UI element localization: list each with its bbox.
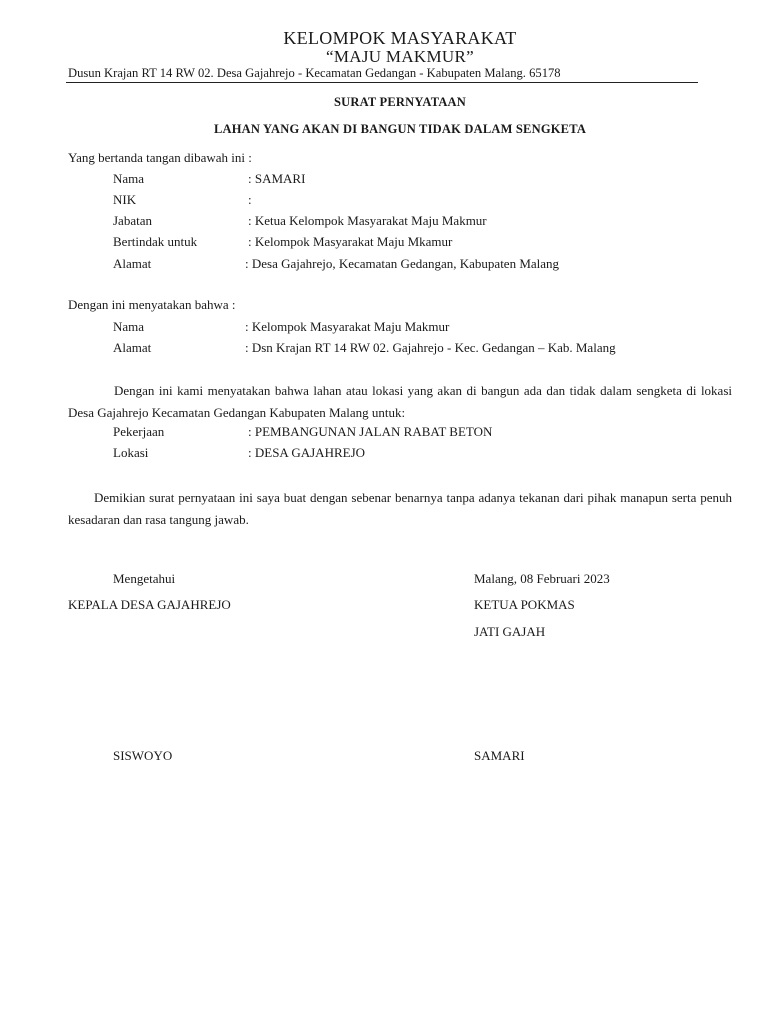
- location-label: Lokasi: [113, 445, 149, 460]
- header-divider: [66, 82, 698, 83]
- signer-acting-label: Bertindak untuk: [113, 234, 198, 249]
- declare-name-label: Nama: [113, 319, 145, 334]
- signer-intro: Yang bertanda tangan dibawah ini :: [68, 150, 252, 165]
- left-position: KEPALA DESA GAJAHREJO: [68, 597, 231, 612]
- signer-position-value: : Ketua Kelompok Masyarakat Maju Makmur: [248, 213, 487, 228]
- statement-paragraph: [68, 380, 732, 423]
- declare-address-value: : Dsn Krajan RT 14 RW 02. Gajahrejo - Kec. Gedangan – Kab. Malang: [245, 340, 616, 355]
- signer-position-label: Jabatan: [113, 213, 152, 228]
- org-name: KELOMPOK MASYARAKAT: [283, 28, 517, 48]
- declare-name-value: : Kelompok Masyarakat Maju Makmur: [245, 319, 450, 334]
- left-signer-name: SISWOYO: [113, 748, 173, 763]
- statement-text: Dengan ini kami menyatakan bahwa lahan atau lokasi yang akan di bangun ada dan tidak dalam sengketa di lokasi Desa Gajahrejo Kecamatan Gedangan Kabupaten Malang untuk:: [68, 383, 732, 420]
- signer-nik-label: NIK: [113, 192, 137, 207]
- place-date: Malang, 08 Februari 2023: [474, 571, 610, 586]
- work-value: : PEMBANGUNAN JALAN RABAT BETON: [248, 424, 493, 439]
- closing-paragraph: [68, 487, 732, 530]
- signer-acting-value: : Kelompok Masyarakat Maju Mkamur: [248, 234, 453, 249]
- document-subtitle: LAHAN YANG AKAN DI BANGUN TIDAK DALAM SENGKETA: [213, 122, 587, 136]
- right-position: KETUA POKMAS: [474, 597, 575, 612]
- signer-name-label: Nama: [113, 171, 145, 186]
- org-subtitle: “MAJU MAKMUR”: [326, 47, 474, 66]
- work-label: Pekerjaan: [113, 424, 165, 439]
- right-group: JATI GAJAH: [474, 624, 546, 639]
- signer-name-value: : SAMARI: [248, 171, 306, 186]
- location-value: : DESA GAJAHREJO: [248, 445, 366, 460]
- document-title: SURAT PERNYATAAN: [333, 95, 467, 109]
- signer-address-label: Alamat: [113, 256, 152, 271]
- declare-address-label: Alamat: [113, 340, 152, 355]
- signer-nik-value: :: [248, 192, 252, 207]
- signer-address-value: : Desa Gajahrejo, Kecamatan Gedangan, Kabupaten Malang: [245, 256, 560, 271]
- closing-text: Demikian surat pernyataan ini saya buat dengan sebenar benarnya tanpa adanya tekanan dari pihak manapun serta penuh kesadaran dan rasa tangung jawab.: [68, 490, 732, 527]
- left-acknowledged: Mengetahui: [113, 571, 176, 586]
- org-address: Dusun Krajan RT 14 RW 02. Desa Gajahrejo - Kecamatan Gedangan - Kabupaten Malang. 65178: [68, 66, 561, 80]
- right-signer-name: SAMARI: [474, 748, 525, 763]
- declare-intro: Dengan ini menyatakan bahwa :: [68, 297, 236, 312]
